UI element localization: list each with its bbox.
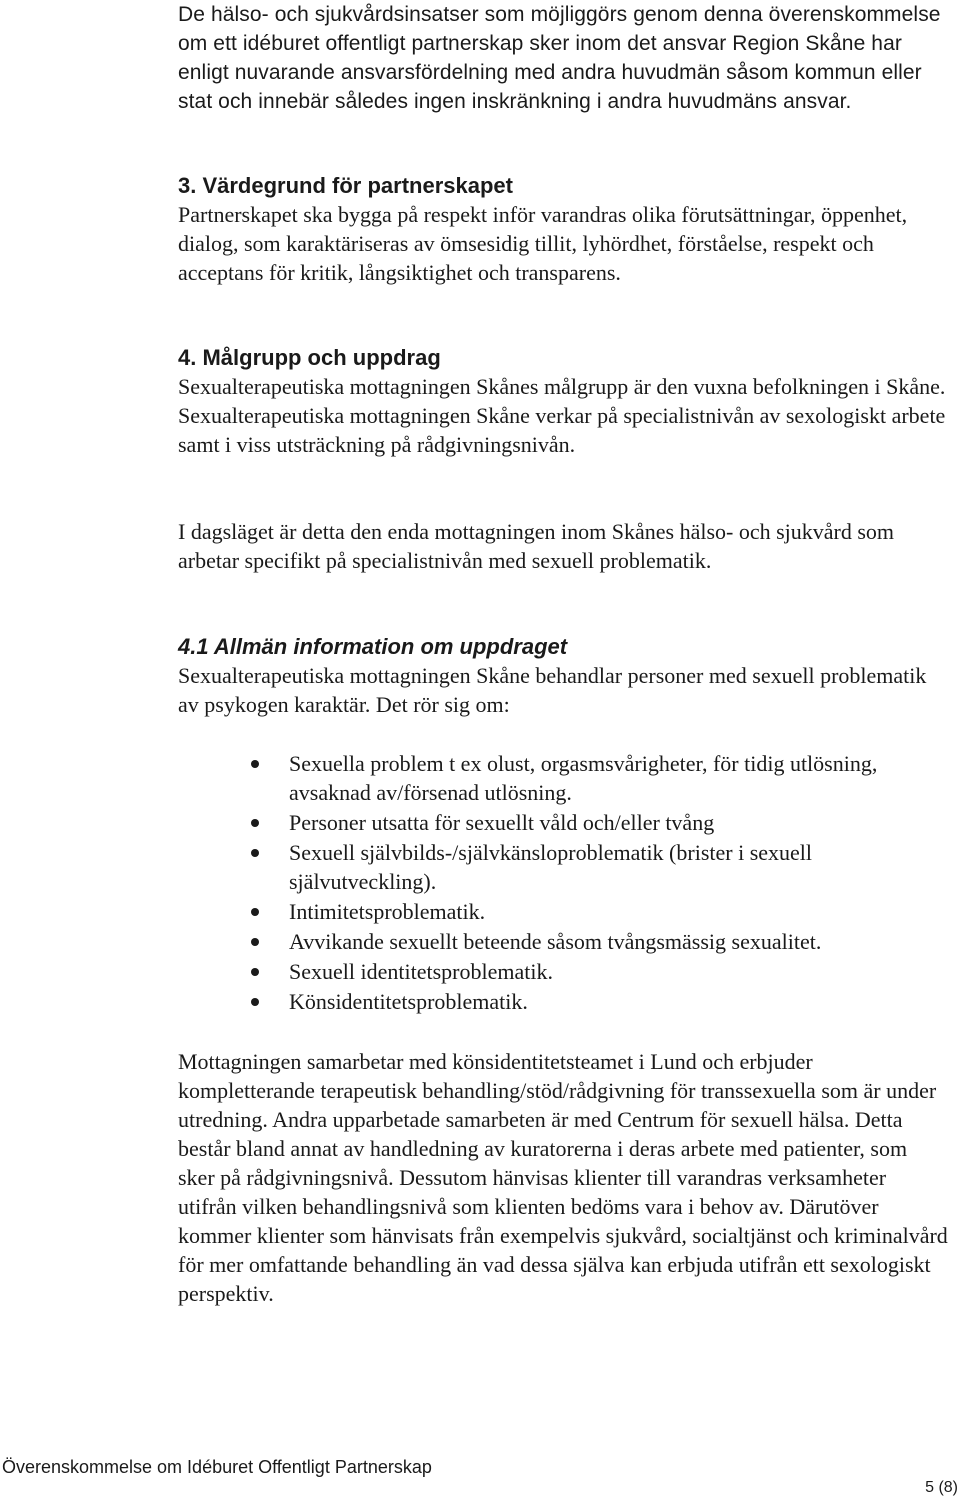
intro-paragraph: De hälso- och sjukvårdsinsatser som möjliggörs genom denna överenskommelse om ett idéburet offentligt partnerskap sker inom det ansvar Region Skåne har enligt nuvarande ansvarsfördelning med andra huvudmän såsom kommun eller stat och innebär således ingen inskränkning i andra huvudmäns ansvar.: [178, 3, 941, 113]
closing-paragraph: Mottagningen samarbetar med könsidentitetsteamet i Lund och erbjuder kompletterande terapeutisk behandling/stöd/rådgivning för transsexuella som är under utredning. Andra upparbetade samarbeten är med Centrum för sexuell hälsa. Detta består bland annat av handledning av kuratorerna i deras arbete med patienter, som sker på rådgivningsnivå. Dessutom hänvisas klienter till varandras verksamheter utifrån vilken behandlingsnivå som klienten bedöms vara i behov av. Därutöver kommer klienter som hänvisats från exempelvis sjukvård, socialtjänst och kriminalvård för mer omfattande behandling än vad dessa själva kan erbjuda utifrån ett sexologiskt perspektiv.: [178, 1049, 948, 1306]
footer-page-number: 5 (8): [925, 1479, 958, 1496]
section-4-paragraph-2: I dagsläget är detta den enda mottagningen inom Skånes hälso- och sjukvård som arbetar specifikt på specialistnivån med sexuell problematik.: [178, 519, 895, 573]
list-item: Sexuella problem t ex olust, orgasmsvårigheter, för tidig utlösning, avsaknad av/försenad utlösning.: [178, 749, 948, 807]
footer-document-title: Överenskommelse om Idéburet Offentligt Partnerskap: [2, 1457, 432, 1477]
list-item: Sexuell självbilds-/självkänsloproblematik (brister i sexuell självutveckling).: [178, 838, 948, 896]
section-4-1-heading: 4.1 Allmän information om uppdraget: [178, 634, 568, 659]
bullet-icon: [251, 938, 259, 946]
bullet-icon: [251, 849, 259, 857]
list-item: Könsidentitetsproblematik.: [178, 987, 948, 1016]
list-item: Intimitetsproblematik.: [178, 897, 948, 926]
bullet-icon: [251, 998, 259, 1006]
section-4: [178, 343, 948, 459]
section-4-1-paragraph: Sexualterapeutiska mottagningen Skåne behandlar personer med sexuell problematik av psykogen karaktär. Det rör sig om:: [178, 663, 927, 717]
section-3-paragraph: Partnerskapet ska bygga på respekt inför varandras olika förutsättningar, öppenhet, dialog, som karaktäriseras av ömsesidig tillit, lyhördhet, förståelse, respekt och acceptans för kritik, långsiktighet och transparens.: [178, 202, 908, 285]
list-item: Sexuell identitetsproblematik.: [178, 957, 948, 986]
section-4-paragraph: Sexualterapeutiska mottagningen Skånes målgrupp är den vuxna befolkningen i Skåne. Sexualterapeutiska mottagningen Skåne verkar på specialistnivån av sexologiskt arbete samt i viss utsträckning på rådgivningsnivån.: [178, 374, 946, 457]
section-3: [178, 171, 948, 287]
bullet-icon: [251, 819, 259, 827]
bullet-icon: [251, 968, 259, 976]
bullet-icon: [251, 760, 259, 768]
section-4-heading: 4. Målgrupp och uppdrag: [178, 345, 441, 370]
section-4-1: [178, 632, 948, 719]
list-item: Avvikande sexuellt beteende såsom tvångsmässig sexualitet.: [178, 927, 948, 956]
list-item: Personer utsatta för sexuellt våld och/eller tvång: [178, 808, 948, 837]
bullet-icon: [251, 908, 259, 916]
section-3-heading: 3. Värdegrund för partnerskapet: [178, 173, 513, 198]
problem-list: [178, 749, 948, 1017]
